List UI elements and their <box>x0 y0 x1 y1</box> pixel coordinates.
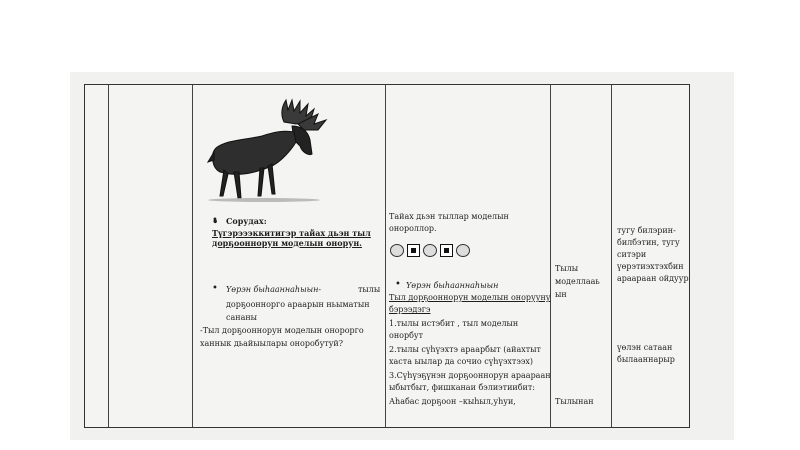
col4-step: 3.Сүһүэҕүнэн дорҕооннорун араараан <box>389 371 551 380</box>
col6-line: тугу билэрин- <box>617 226 676 235</box>
bullet-dot: • <box>212 215 218 226</box>
sound-model-scheme <box>390 244 470 257</box>
consonant-square-icon <box>407 244 420 257</box>
col6-line: үөрэтиэхтэхбин <box>617 262 684 271</box>
vowel-circle-icon <box>456 244 470 257</box>
col5-bottom: Тылынан <box>555 397 594 406</box>
col4-underline: бэрээдэгэ <box>389 305 431 314</box>
column-divider <box>108 85 109 427</box>
col4-heading: Үөрэн быһааннаһыын <box>406 281 499 290</box>
column-divider <box>192 85 193 427</box>
col6-line: билбэтин, тугу <box>617 238 680 247</box>
column-divider <box>385 85 386 427</box>
vowel-circle-icon <box>390 244 404 257</box>
col4-underline: Тыл дорҕооннорун моделын онорууну <box>389 293 551 302</box>
col4-step: ыбытбыт, фишканаи бэлиэтиибит: <box>389 383 535 392</box>
col4-step: хаста ыылар да сочио сүһүэхтээх) <box>389 357 533 366</box>
planning-heading: Үөрэн быһааннаһыын- <box>226 285 322 294</box>
col4-line: онороллор. <box>389 224 437 233</box>
col3-question: ханнык дьайыылары оноробутуй? <box>200 339 344 348</box>
bullet-dot: • <box>395 279 401 290</box>
col5-line: ын <box>555 290 567 299</box>
col5-line: моделлааь <box>555 277 600 286</box>
col4-step: Аһабас дорҕоон –кыһыл,уһуи, <box>389 397 516 406</box>
col3-line: сананы <box>226 313 258 322</box>
col4-line: Тайах дьэн тыллар моделын <box>389 212 509 221</box>
col6-line: араараан ойдуур <box>617 274 689 283</box>
col4-step: 1.тылы истэбит , тыл моделын <box>389 319 519 328</box>
bullet-dot: • <box>212 283 218 294</box>
col5-line: Тылы <box>555 264 579 273</box>
col4-step: онорбут <box>389 331 424 340</box>
col3-question: -Тыл дорҕооннорун моделын онорорго <box>200 326 364 335</box>
col6-line: былааннарыр <box>617 355 675 364</box>
col4-step: 2.тылы сүһүэхтэ араарбыт (айахтыт <box>389 345 541 354</box>
column-divider <box>611 85 612 427</box>
vowel-circle-icon <box>423 244 437 257</box>
task-heading: • Сорудах: <box>226 217 267 227</box>
task-subheading: Түгэрэээккитигэр тайах дьэн тыл дорҕооннорун моделын онорун. <box>212 228 371 248</box>
col6-line: үөлэн сатаан <box>617 343 673 352</box>
planning-heading-end: тылы <box>358 285 381 294</box>
consonant-square-icon <box>440 244 453 257</box>
lesson-table <box>84 84 690 428</box>
moose-illustration <box>200 96 336 204</box>
col6-line: ситэри <box>617 250 647 259</box>
col3-line: дорҕоонноргo араарын ньыматын <box>226 300 370 309</box>
